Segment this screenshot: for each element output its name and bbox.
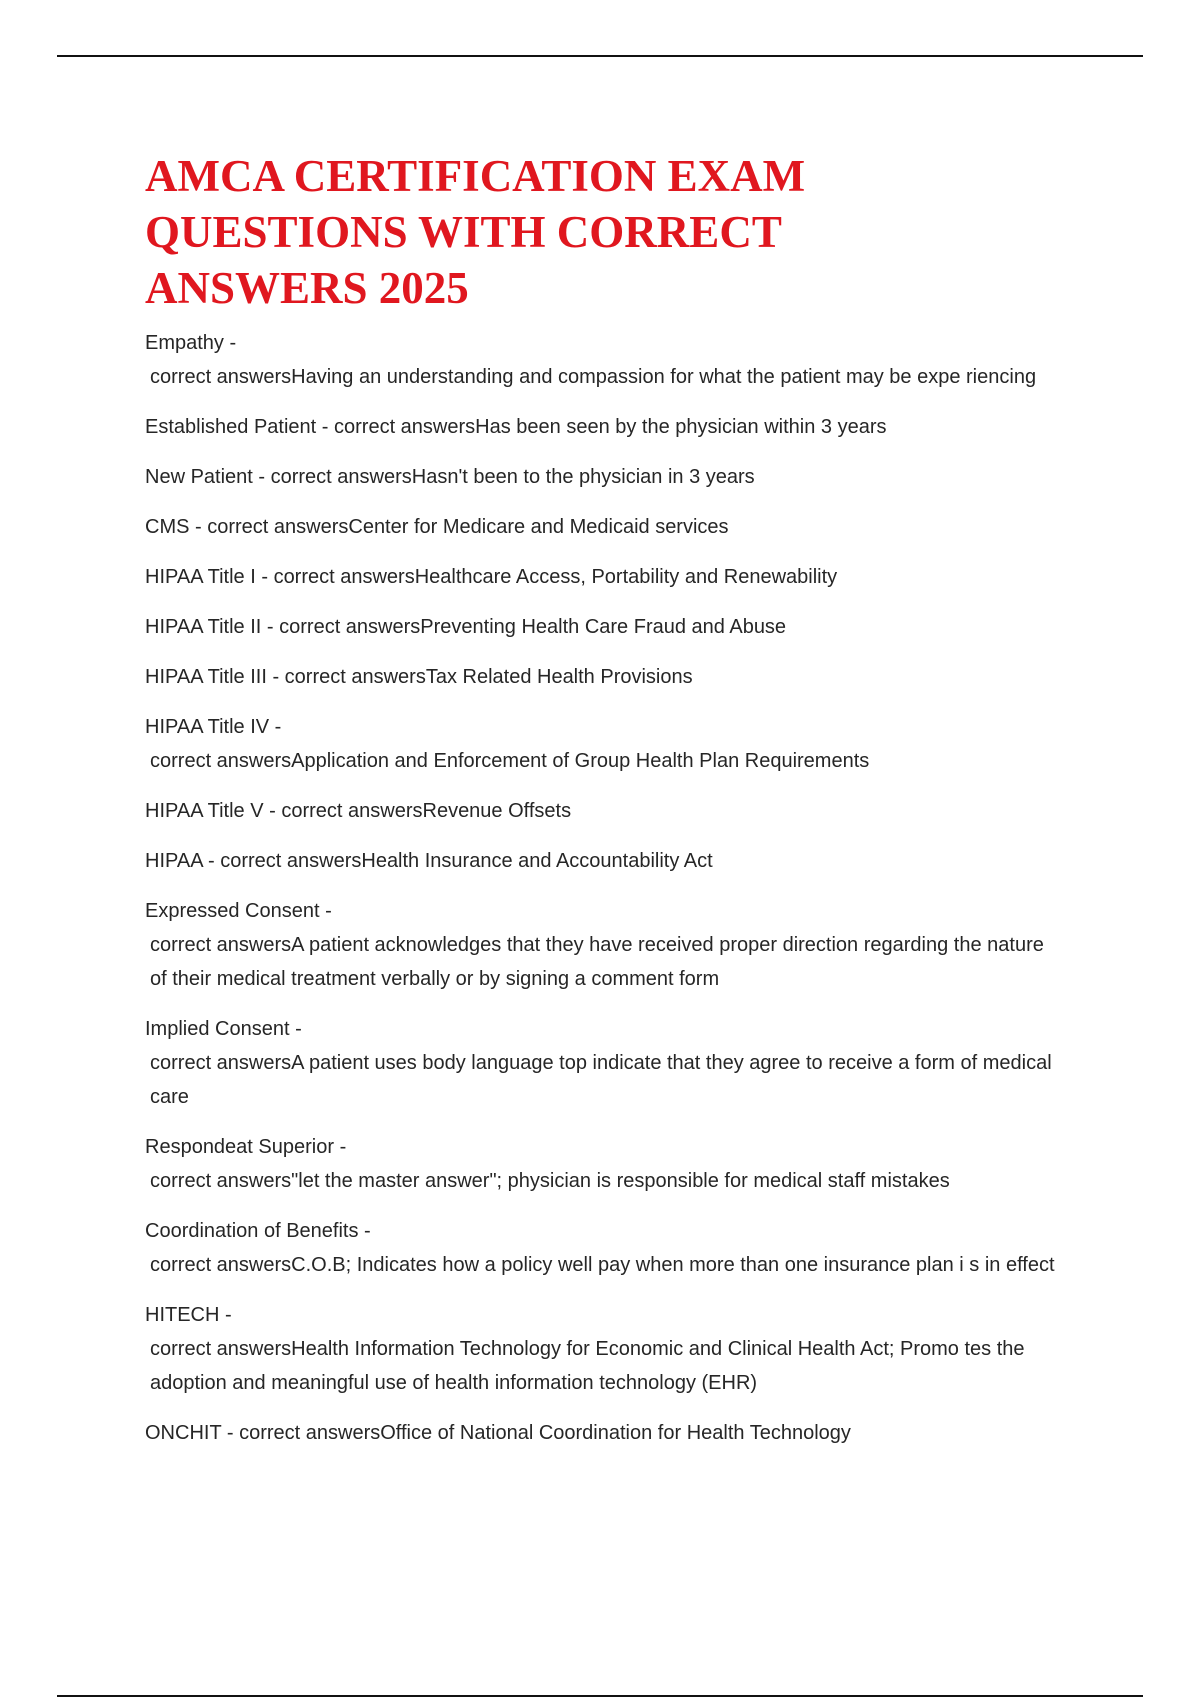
qa-term: ONCHIT - xyxy=(145,1422,240,1444)
qa-answer: correct answersHas been seen by the physician within 3 years xyxy=(334,416,887,438)
qa-entry xyxy=(145,894,1060,996)
qa-term: Expressed Consent - xyxy=(145,900,332,922)
qa-answer: correct answersA patient uses body language top indicate that they agree to receive a form of medical care xyxy=(150,1052,1052,1108)
qa-term: Respondeat Superior - xyxy=(145,1136,347,1158)
qa-term: HIPAA Title III - xyxy=(145,666,285,688)
qa-entry xyxy=(145,560,1060,594)
qa-term: CMS - xyxy=(145,516,208,538)
qa-entry xyxy=(145,410,1060,444)
qa-term: HIPAA Title I - xyxy=(145,566,274,588)
qa-term: Implied Consent - xyxy=(145,1018,302,1040)
qa-entry xyxy=(145,794,1060,828)
qa-entry xyxy=(145,1012,1060,1114)
qa-entry xyxy=(145,1416,1060,1450)
qa-term: HITECH - xyxy=(145,1304,232,1326)
qa-answer: correct answers"let the master answer"; physician is responsible for medical staff mistakes xyxy=(150,1170,950,1192)
qa-term: Empathy - xyxy=(145,332,237,354)
qa-answer: correct answersA patient acknowledges that they have received proper direction regarding the nature of their medical treatment verbally or by signing a comment form xyxy=(150,934,1044,990)
qa-entry xyxy=(145,460,1060,494)
qa-answer: correct answersHaving an understanding and compassion for what the patient may be expe riencing xyxy=(150,366,1037,388)
qa-entry xyxy=(145,1298,1060,1400)
qa-term: HIPAA - xyxy=(145,850,221,872)
qa-answer: correct answersRevenue Offsets xyxy=(281,800,572,822)
qa-answer: correct answersCenter for Medicare and Medicaid services xyxy=(207,516,729,538)
qa-entry xyxy=(145,660,1060,694)
qa-answer: correct answersHealthcare Access, Portability and Renewability xyxy=(273,566,838,588)
document-page xyxy=(145,148,1060,1466)
qa-entry xyxy=(145,844,1060,878)
qa-answer: correct answersOffice of National Coordination for Health Technology xyxy=(239,1422,851,1444)
qa-answer: correct answersPreventing Health Care Fraud and Abuse xyxy=(279,616,787,638)
qa-term: HIPAA Title V - xyxy=(145,800,282,822)
qa-entry xyxy=(145,510,1060,544)
qa-answer: correct answersHealth Information Technology for Economic and Clinical Health Act; Promo tes the adoption and meaningful use of health information technology (EHR) xyxy=(150,1338,1025,1394)
document-title: AMCA CERTIFICATION EXAM QUESTIONS WITH CORRECT ANSWERS 2025 xyxy=(145,151,806,313)
qa-term: Coordination of Benefits - xyxy=(145,1220,371,1242)
qa-answer: correct answersTax Related Health Provisions xyxy=(284,666,693,688)
qa-term: Established Patient - xyxy=(145,416,334,438)
top-rule xyxy=(57,55,1143,57)
qa-entry xyxy=(145,710,1060,778)
qa-entry xyxy=(145,1214,1060,1282)
bottom-rule xyxy=(57,1695,1143,1697)
qa-entry xyxy=(145,326,1060,394)
qa-answer: correct answersHasn't been to the physician in 3 years xyxy=(270,466,755,488)
qa-entry xyxy=(145,610,1060,644)
qa-answer: correct answersC.O.B; Indicates how a policy well pay when more than one insurance plan i s in effect xyxy=(150,1254,1055,1276)
qa-term: HIPAA Title II - xyxy=(145,616,280,638)
qa-answer: correct answersHealth Insurance and Accountability Act xyxy=(220,850,713,872)
qa-entry xyxy=(145,1130,1060,1198)
qa-term: New Patient - xyxy=(145,466,271,488)
qa-answer: correct answersApplication and Enforcement of Group Health Plan Requirements xyxy=(150,750,870,772)
qa-term: HIPAA Title IV - xyxy=(145,716,282,738)
